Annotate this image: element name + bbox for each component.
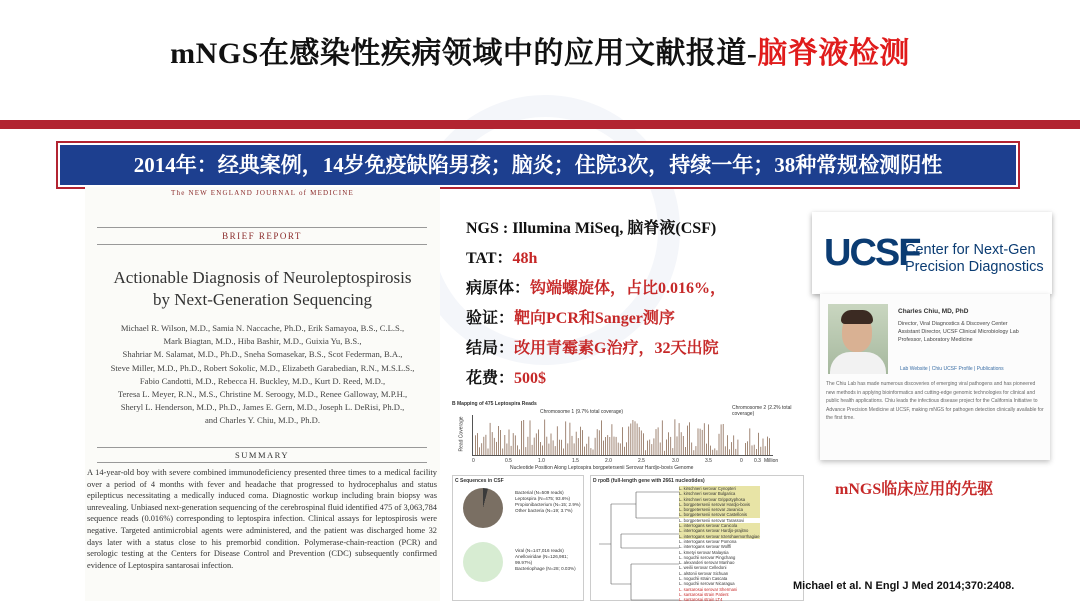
- coverage-bar: [756, 449, 757, 455]
- coverage-bar: [635, 421, 636, 455]
- profile-roles: [898, 320, 1019, 344]
- coverage-bar: [675, 419, 676, 455]
- x-tick: 1.0: [538, 458, 545, 464]
- coverage-bar: [696, 446, 697, 455]
- coverage-bar: [513, 433, 514, 455]
- coverage-bar: [486, 435, 487, 455]
- coverage-bar: [496, 442, 497, 455]
- coverage-bar: [601, 420, 602, 455]
- coverage-bar: [727, 435, 728, 455]
- profile-description: The Chiu Lab has made numerous discoveries of emerging viral pathogens and has pioneered new methods in applying bioinformatics and cutting-edge genomic technologies for clinical and public health applications. Chiu leads the infectious disease project for the California Initiative to Advance Precision Medicine at UCSF, making mNGS for pathogen detection clinically available for the first time.: [826, 381, 1044, 421]
- coverage-bar: [666, 440, 667, 456]
- coverage-bar: [502, 449, 503, 456]
- article-title-line2: by Next-Generation Sequencing: [152, 290, 373, 309]
- coverage-bar: [637, 424, 638, 456]
- coverage-bar: [760, 447, 761, 455]
- portrait-photo: [828, 304, 888, 374]
- tree-leaf: L. kirschneri serovar Grippotyphosa: [679, 497, 760, 502]
- author-line: Teresa L. Meyer, R.N., M.S., Christine M. Seroogy, M.D., Renee Galloway, M.P.H.,: [117, 389, 408, 400]
- coverage-axis-label: Read Coverage: [458, 416, 465, 452]
- legend-item: Other bacteria (N=19; 3.7%): [515, 508, 573, 513]
- center-name-line2: Precision Diagnostics: [905, 259, 1044, 275]
- coverage-bar: [643, 433, 644, 455]
- coverage-bar: [672, 448, 673, 455]
- author-line: Michael R. Wilson, M.D., Samia N. Naccache, Ph.D., Erik Samayoa, B.S., C.L.S.,: [120, 323, 405, 333]
- coverage-bar: [572, 436, 573, 455]
- tree-leaf: L. santarosai strain LT4: [679, 597, 723, 603]
- coverage-bar: [685, 447, 686, 455]
- coverage-bar: [624, 447, 625, 455]
- author-line: Shahriar M. Salamat, M.D., Ph.D., Sneha Somasekar, B.S., Scot Federman, B.A.,: [122, 349, 403, 360]
- coverage-bar: [649, 440, 650, 455]
- coverage-bar: [767, 437, 768, 455]
- coverage-bar: [738, 440, 739, 455]
- coverage-bar: [754, 445, 755, 455]
- coverage-bar: [498, 426, 499, 455]
- legend-item: Bacterial (N=509 reads): [515, 490, 564, 495]
- coverage-bar: [521, 421, 522, 455]
- coverage-bar: [700, 429, 701, 455]
- coverage-bar: [542, 446, 543, 456]
- coverage-bar: [698, 428, 699, 455]
- chromosome-2-label: Chromosome 2 (2.2% total coverage): [732, 405, 792, 417]
- x-tick: 3.0: [672, 458, 679, 464]
- coverage-bar: [563, 449, 564, 456]
- coverage-bar: [670, 437, 671, 455]
- coverage-bar: [479, 447, 480, 455]
- panel-d-tree: [590, 475, 804, 601]
- coverage-bar: [616, 437, 617, 455]
- coverage-bar: [708, 424, 709, 455]
- coverage-bar: [647, 441, 648, 455]
- coverage-bar: [593, 450, 594, 456]
- coverage-bar: [534, 438, 535, 455]
- fact-key: 结局：: [466, 340, 515, 357]
- coverage-bar: [689, 422, 690, 455]
- coverage-bar: [557, 426, 558, 455]
- coverage-bar: [683, 436, 684, 455]
- coverage-bar: [519, 449, 520, 455]
- coverage-bar: [630, 424, 631, 456]
- coverage-bar: [605, 437, 606, 455]
- coverage-bar: [645, 450, 646, 455]
- tree-leaf: L. noguchii serovar Nicaragua: [679, 581, 735, 587]
- pioneer-caption: mNGS临床应用的先驱: [835, 481, 994, 498]
- coverage-bar: [658, 427, 659, 455]
- coverage-bar: [555, 446, 556, 455]
- tree-leaf: L. kirschneri serovar Cynopteri: [679, 486, 760, 491]
- coverage-bar: [723, 424, 724, 455]
- panel-c-pies: [452, 475, 584, 601]
- coverage-x-label: Nucleotide Position Along Leptospira borgpetersenii Serovar Hardjo-bovis Genome: [510, 465, 694, 471]
- ucsf-logo: UCSF: [824, 232, 920, 274]
- coverage-bar: [712, 450, 713, 455]
- citation: Michael et al. N Engl J Med 2014;370:2408.: [793, 580, 1015, 592]
- author-line: Fabio Candotti, M.D., Rebecca H. Buckley, M.D., Kurt D. Reed, M.D.,: [139, 375, 386, 386]
- tree-leaf: L. borgpetersenii serovar Tarassovi: [679, 517, 745, 523]
- bacterial-pie: [463, 488, 503, 528]
- x-tick: 1.5: [572, 458, 579, 464]
- coverage-bar: [490, 423, 491, 455]
- ucsf-logo-card: [812, 212, 1052, 294]
- coverage-bar: [677, 436, 678, 455]
- coverage-bars: [473, 415, 773, 455]
- coverage-bar: [507, 444, 508, 456]
- coverage-bar: [664, 451, 665, 455]
- tree-leaf: L. santarosai strain Patient: [679, 591, 729, 597]
- slide-title-accent: 脑脊液检测: [757, 37, 910, 70]
- fact-pathogen: [466, 274, 806, 304]
- x-tick: 2.5: [638, 458, 645, 464]
- coverage-bar: [614, 437, 615, 455]
- coverage-bar: [620, 443, 621, 455]
- journal-article-image: [85, 187, 440, 601]
- legend-item: Bacteriophage (N=28; 0.03%): [515, 566, 576, 571]
- coverage-bar: [540, 442, 541, 455]
- coverage-bar: [523, 420, 524, 455]
- legend-item: Viral (N=147,016 reads): [515, 548, 564, 553]
- coverage-bar: [477, 433, 478, 455]
- coverage-bar: [603, 441, 604, 455]
- panel-b-title: B Mapping of 475 Leptospira Reads: [452, 401, 537, 407]
- coverage-bar: [607, 435, 608, 455]
- coverage-bar: [717, 450, 718, 455]
- coverage-bar: [679, 423, 680, 455]
- coverage-bar: [622, 427, 623, 455]
- fact-key: NGS :: [466, 220, 513, 237]
- coverage-bar: [769, 438, 770, 455]
- case-banner: 2014年：经典案例，14岁免疫缺陷男孩；脑炎；住院3次，持续一年；38种常规检测阴性: [58, 143, 1018, 187]
- fact-value: 靶向PCR和Sanger测序: [514, 310, 675, 327]
- coverage-bar: [591, 448, 592, 455]
- fact-ngs: [466, 214, 806, 244]
- coverage-bar: [561, 440, 562, 455]
- tree-leaf-labels: [679, 486, 760, 603]
- fact-value: 钩端螺旋体，占比0.016%，: [530, 280, 727, 297]
- coverage-bar: [494, 438, 495, 455]
- coverage-bar: [580, 427, 581, 455]
- coverage-bar: [546, 437, 547, 455]
- coverage-bar: [567, 443, 568, 455]
- coverage-bar: [544, 420, 545, 456]
- coverage-plot: [472, 415, 773, 456]
- author-line: and Charles Y. Chiu, M.D., Ph.D.: [204, 415, 321, 426]
- tree-leaf: L. kmetyi serovar Malaysia: [679, 549, 729, 555]
- author-line: Steve Miller, M.D., Ph.D., Robert Sokolic, M.D., Elizabeth Garabedian, R.N., M.S.L.S.,: [110, 362, 415, 373]
- coverage-bar: [763, 439, 764, 456]
- coverage-bar: [574, 443, 575, 455]
- coverage-bar: [551, 434, 552, 456]
- author-list: [89, 322, 436, 428]
- coverage-bar: [725, 446, 726, 455]
- bacterial-legend: [515, 490, 581, 514]
- tree-leaf: L. noguchii serovar Pingchang: [679, 554, 736, 560]
- fact-value: 500$: [514, 370, 547, 387]
- coverage-bar: [509, 430, 510, 456]
- coverage-bar: [586, 444, 587, 455]
- x-tick: 0.3: [754, 458, 761, 464]
- profile-role: Assistant Director, UCSF Clinical Microbiology Lab: [898, 329, 1019, 335]
- coverage-bar: [530, 420, 531, 455]
- coverage-bar: [660, 443, 661, 456]
- coverage-bar: [570, 423, 571, 455]
- author-line: Sheryl L. Henderson, M.D., Ph.D., James E. Gern, M.D., Joseph L. DeRisi, Ph.D.,: [120, 402, 405, 413]
- coverage-bar: [729, 449, 730, 455]
- tree-leaf: L. borgpetersenii serovar Castellonis: [679, 512, 760, 517]
- coverage-bar: [475, 435, 476, 455]
- tree-leaf: L. interrogans serovar Canicola: [679, 523, 760, 528]
- key-facts: [466, 214, 806, 394]
- tree-leaf: L. kirschneri serovar Bulgarica: [679, 491, 760, 496]
- x-unit: Million: [764, 458, 779, 464]
- coverage-bar: [706, 444, 707, 455]
- center-name-line1: Center for Next-Gen: [905, 242, 1036, 258]
- coverage-bar: [504, 435, 505, 455]
- coverage-bar: [488, 449, 489, 456]
- coverage-bar: [483, 437, 484, 455]
- coverage-bar: [517, 445, 518, 455]
- portrait-hair: [841, 310, 873, 324]
- coverage-bar: [559, 440, 560, 455]
- fact-key: 病原体：: [466, 280, 531, 297]
- article-title: [85, 267, 440, 311]
- slide-title-main: mNGS在感染性疾病领域中的应用文献报道-: [170, 37, 758, 70]
- fact-value: Illumina MiSeq, 脑脊液(CSF): [512, 220, 717, 237]
- center-name: [905, 242, 1044, 276]
- coverage-bar: [500, 430, 501, 455]
- coverage-bar: [752, 445, 753, 455]
- chromosome-1-label: Chromosome 1 (9.7% total coverage): [540, 409, 624, 415]
- coverage-bar: [702, 430, 703, 455]
- coverage-bar: [588, 437, 589, 455]
- x-tick: 2.0: [605, 458, 612, 464]
- coverage-bar: [735, 449, 736, 455]
- coverage-bar: [668, 432, 669, 455]
- coverage-bar: [704, 423, 705, 455]
- coverage-bar: [656, 429, 657, 455]
- coverage-bar: [612, 424, 613, 455]
- coverage-bar: [681, 432, 682, 455]
- fact-tat: [466, 244, 806, 274]
- phylogenetic-tree-lines: [591, 484, 681, 604]
- coverage-bar: [633, 420, 634, 455]
- viral-legend: [515, 548, 583, 572]
- profile-links[interactable]: Lab Website | Chiu UCSF Profile | Publications: [900, 366, 1004, 372]
- coverage-bar: [719, 434, 720, 455]
- coverage-bar: [687, 426, 688, 455]
- abstract-text: A 14-year-old boy with severe combined immunodeficiency presented three times to a medical facility over a period of 4 months with fever and headache that progressed to hydrocephalus and status epilepticus necessitating a medically induced coma. Diagnostic workup including brain biopsy was unrevealing. Unbiased next-generation sequencing of the cerebrospinal fluid identified 475 of 3,063,784 sequence reads (0.016%) corresponding to leptospira infection. Clinical assays for leptospirosis were negative. Targeted antimicrobial agents were administered, and the patient was discharged home 32 days later with a status close to his premorbid condition. Polymerase-chain-reaction (PCR) and serologic testing at the Centers for Disease Control and Prevention (CDC) subsequently confirmed evidence of Leptospira santarosai infection.: [87, 468, 437, 570]
- x-tick: 0.5: [505, 458, 512, 464]
- fact-key: TAT：: [466, 250, 513, 267]
- coverage-bar: [749, 428, 750, 455]
- profile-name: Charles Chiu, MD, PhD: [898, 308, 969, 315]
- coverage-bar: [578, 438, 579, 455]
- coverage-bar: [626, 442, 627, 455]
- coverage-bar: [576, 432, 577, 455]
- x-tick: 3.5: [705, 458, 712, 464]
- legend-item: Leptospira (N=475; 93.6%): [515, 496, 571, 501]
- coverage-bar: [538, 430, 539, 456]
- coverage-bar: [641, 431, 642, 456]
- fact-key: 花费：: [466, 370, 515, 387]
- coverage-bar: [525, 447, 526, 455]
- coverage-bar: [693, 450, 694, 455]
- fact-value: 改用青霉素G治疗，32天出院: [514, 340, 719, 357]
- author-line: Mark Biagtan, M.D., Hiba Bashir, M.D., Guixia Yu, B.S.,: [163, 336, 362, 347]
- coverage-bar: [597, 429, 598, 455]
- coverage-bar: [710, 446, 711, 455]
- coverage-bar: [582, 430, 583, 455]
- coverage-bar: [481, 443, 482, 455]
- x-tick: 0: [740, 458, 743, 464]
- coverage-bar: [628, 427, 629, 456]
- coverage-bar: [532, 445, 533, 455]
- fact-validation: [466, 304, 806, 334]
- coverage-bar: [599, 430, 600, 455]
- coverage-bar: [618, 443, 619, 455]
- coverage-bar: [733, 435, 734, 455]
- coverage-bar: [595, 438, 596, 455]
- tree-leaf: L. santarosai serovar Shermani: [679, 586, 738, 592]
- article-title-line1: Actionable Diagnosis of Neuroleptospirosis: [113, 268, 412, 287]
- tree-leaf: L. borgpetersenii serovar Hardjo-bovis: [679, 502, 760, 507]
- legend-item: Anelloviridae (N=126,981; 99.97%): [515, 554, 568, 565]
- tree-leaf: L. noguchii strain Cascata: [679, 576, 728, 582]
- legend-item: Propionibacterium (N=15; 2.9%): [515, 502, 581, 507]
- coverage-bar: [565, 421, 566, 455]
- coverage-bar: [639, 427, 640, 455]
- portrait-coat: [830, 352, 886, 374]
- coverage-bar: [549, 444, 550, 455]
- coverage-bar: [714, 448, 715, 455]
- fact-cost: [466, 364, 806, 394]
- coverage-bar: [758, 433, 759, 455]
- fact-value: 48h: [512, 250, 538, 267]
- coverage-bar: [553, 440, 554, 455]
- coverage-bar: [651, 444, 652, 455]
- coverage-bar: [528, 437, 529, 455]
- coverage-bar: [492, 432, 493, 455]
- profile-card: [820, 294, 1050, 460]
- tree-leaf: L. borgpetersenii serovar Javanica: [679, 507, 760, 512]
- tree-leaf: L. alstonii serovar Sichuan: [679, 570, 729, 576]
- coverage-bar: [731, 442, 732, 455]
- coverage-bar: [654, 438, 655, 455]
- tree-leaf: L. weilii serovar Celledoni: [679, 565, 727, 571]
- fact-outcome: [466, 334, 806, 364]
- fact-key: 验证：: [466, 310, 515, 327]
- coverage-bar: [584, 447, 585, 455]
- coverage-bar: [662, 420, 663, 455]
- profile-role: Professor, Laboratory Medicine: [898, 337, 973, 343]
- panel-c-title: C Sequences in CSF: [455, 478, 504, 484]
- x-tick: 0: [472, 458, 475, 464]
- coverage-bar: [691, 443, 692, 456]
- title-divider: [0, 120, 1080, 129]
- coverage-bar: [511, 446, 512, 455]
- tree-leaf: L. alexanderi serovar Manhao: [679, 560, 735, 566]
- coverage-bar: [747, 441, 748, 455]
- summary-heading: SUMMARY: [97, 447, 427, 463]
- viral-pie: [463, 542, 503, 582]
- profile-role: Director, Viral Diagnostics & Discovery Center: [898, 321, 1008, 327]
- tree-leaf: L. interrogans serovar Hardjo-prajitno: [679, 528, 760, 533]
- journal-name: The NEW ENGLAND JOURNAL of MEDICINE: [171, 189, 354, 197]
- tree-leaf: L. interrogans serovar Icterohaemorrhagiae: [679, 533, 760, 539]
- article-figure: [450, 397, 805, 601]
- coverage-bar: [765, 446, 766, 455]
- section-label: BRIEF REPORT: [97, 227, 427, 245]
- coverage-bar: [536, 433, 537, 455]
- coverage-bar: [721, 424, 722, 455]
- coverage-bar: [745, 443, 746, 455]
- tree-leaf: L. interrogans serovar Pomona: [679, 538, 737, 544]
- tree-leaf: L. interrogans serovar Wolffi: [679, 544, 732, 550]
- slide-title: [0, 28, 1080, 72]
- coverage-bar: [609, 437, 610, 455]
- coverage-bar: [515, 435, 516, 455]
- panel-d-title: D rpoB (full-length gene with 2661 nucleotides): [593, 478, 705, 484]
